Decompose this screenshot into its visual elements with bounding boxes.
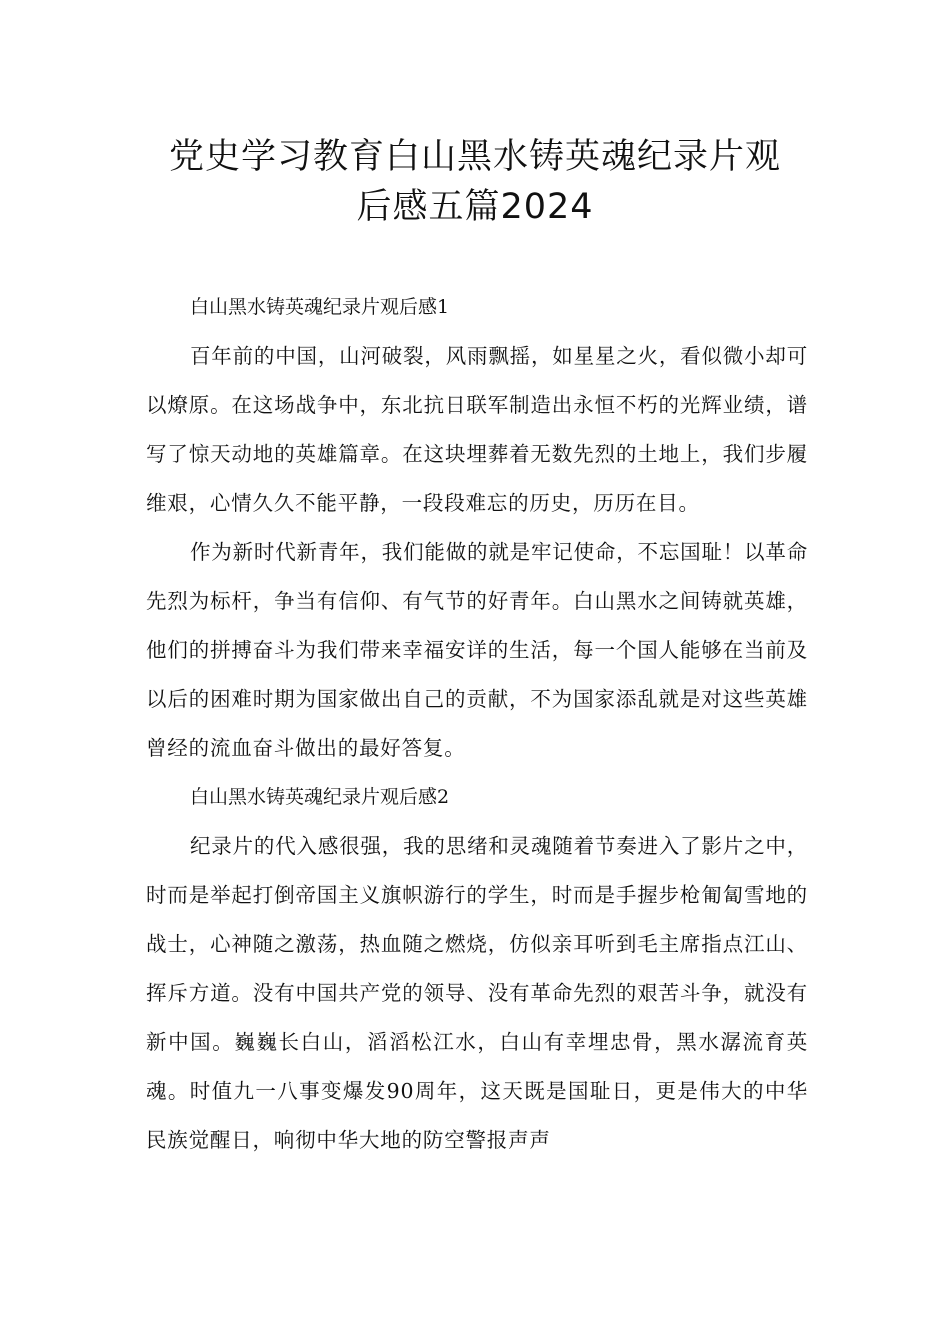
title-line-2: 后感五篇2024 xyxy=(356,187,594,227)
paragraph: 百年前的中国，山河破裂，风雨飘摇，如星星之火，看似微小却可以燎原。在这场战争中，东北抗日联军制造出永恒不朽的光辉业绩，谱写了惊天动地的英雄篇章。在这块埋葬着无数先烈的土地上，我们步履维艰，心情久久不能平静，一段段难忘的历史，历历在目。 xyxy=(146,344,808,515)
paragraph: 作为新时代新青年，我们能做的就是牢记使命，不忘国耻！以革命先烈为标杆，争当有信仰、有气节的好青年。白山黑水之间铸就英雄，他们的拼搏奋斗为我们带来幸福安详的生活，每一个国人能够在当前及以后的困难时期为国家做出自己的贡献，不为国家添乱就是对这些英雄曾经的流血奋斗做出的最好答复。 xyxy=(146,540,808,760)
document-body xyxy=(146,283,808,1165)
section-heading-2: 白山黑水铸英魂纪录片观后感2 xyxy=(190,786,450,808)
title-line-1: 党史学习教育白山黑水铸英魂纪录片观 xyxy=(168,137,781,177)
paragraph: 纪录片的代入感很强，我的思绪和灵魂随着节奏进入了影片之中，时而是举起打倒帝国主义旗帜游行的学生，时而是手握步枪匍匐雪地的战士，心神随之激荡，热血随之燃烧，仿似亲耳听到毛主席指点江山、挥斥方道。没有中国共产党的领导、没有革命先烈的艰苦斗争，就没有新中国。巍巍长白山，滔滔松江水，白山有幸埋忠骨，黑水潺流育英魂。时值九一八事变爆发90周年，这天既是国耻日，更是伟大的中华民族觉醒日，响彻中华大地的防空警报声声 xyxy=(146,834,808,1152)
section-heading-1: 白山黑水铸英魂纪录片观后感1 xyxy=(190,296,450,318)
document-title xyxy=(100,132,850,232)
